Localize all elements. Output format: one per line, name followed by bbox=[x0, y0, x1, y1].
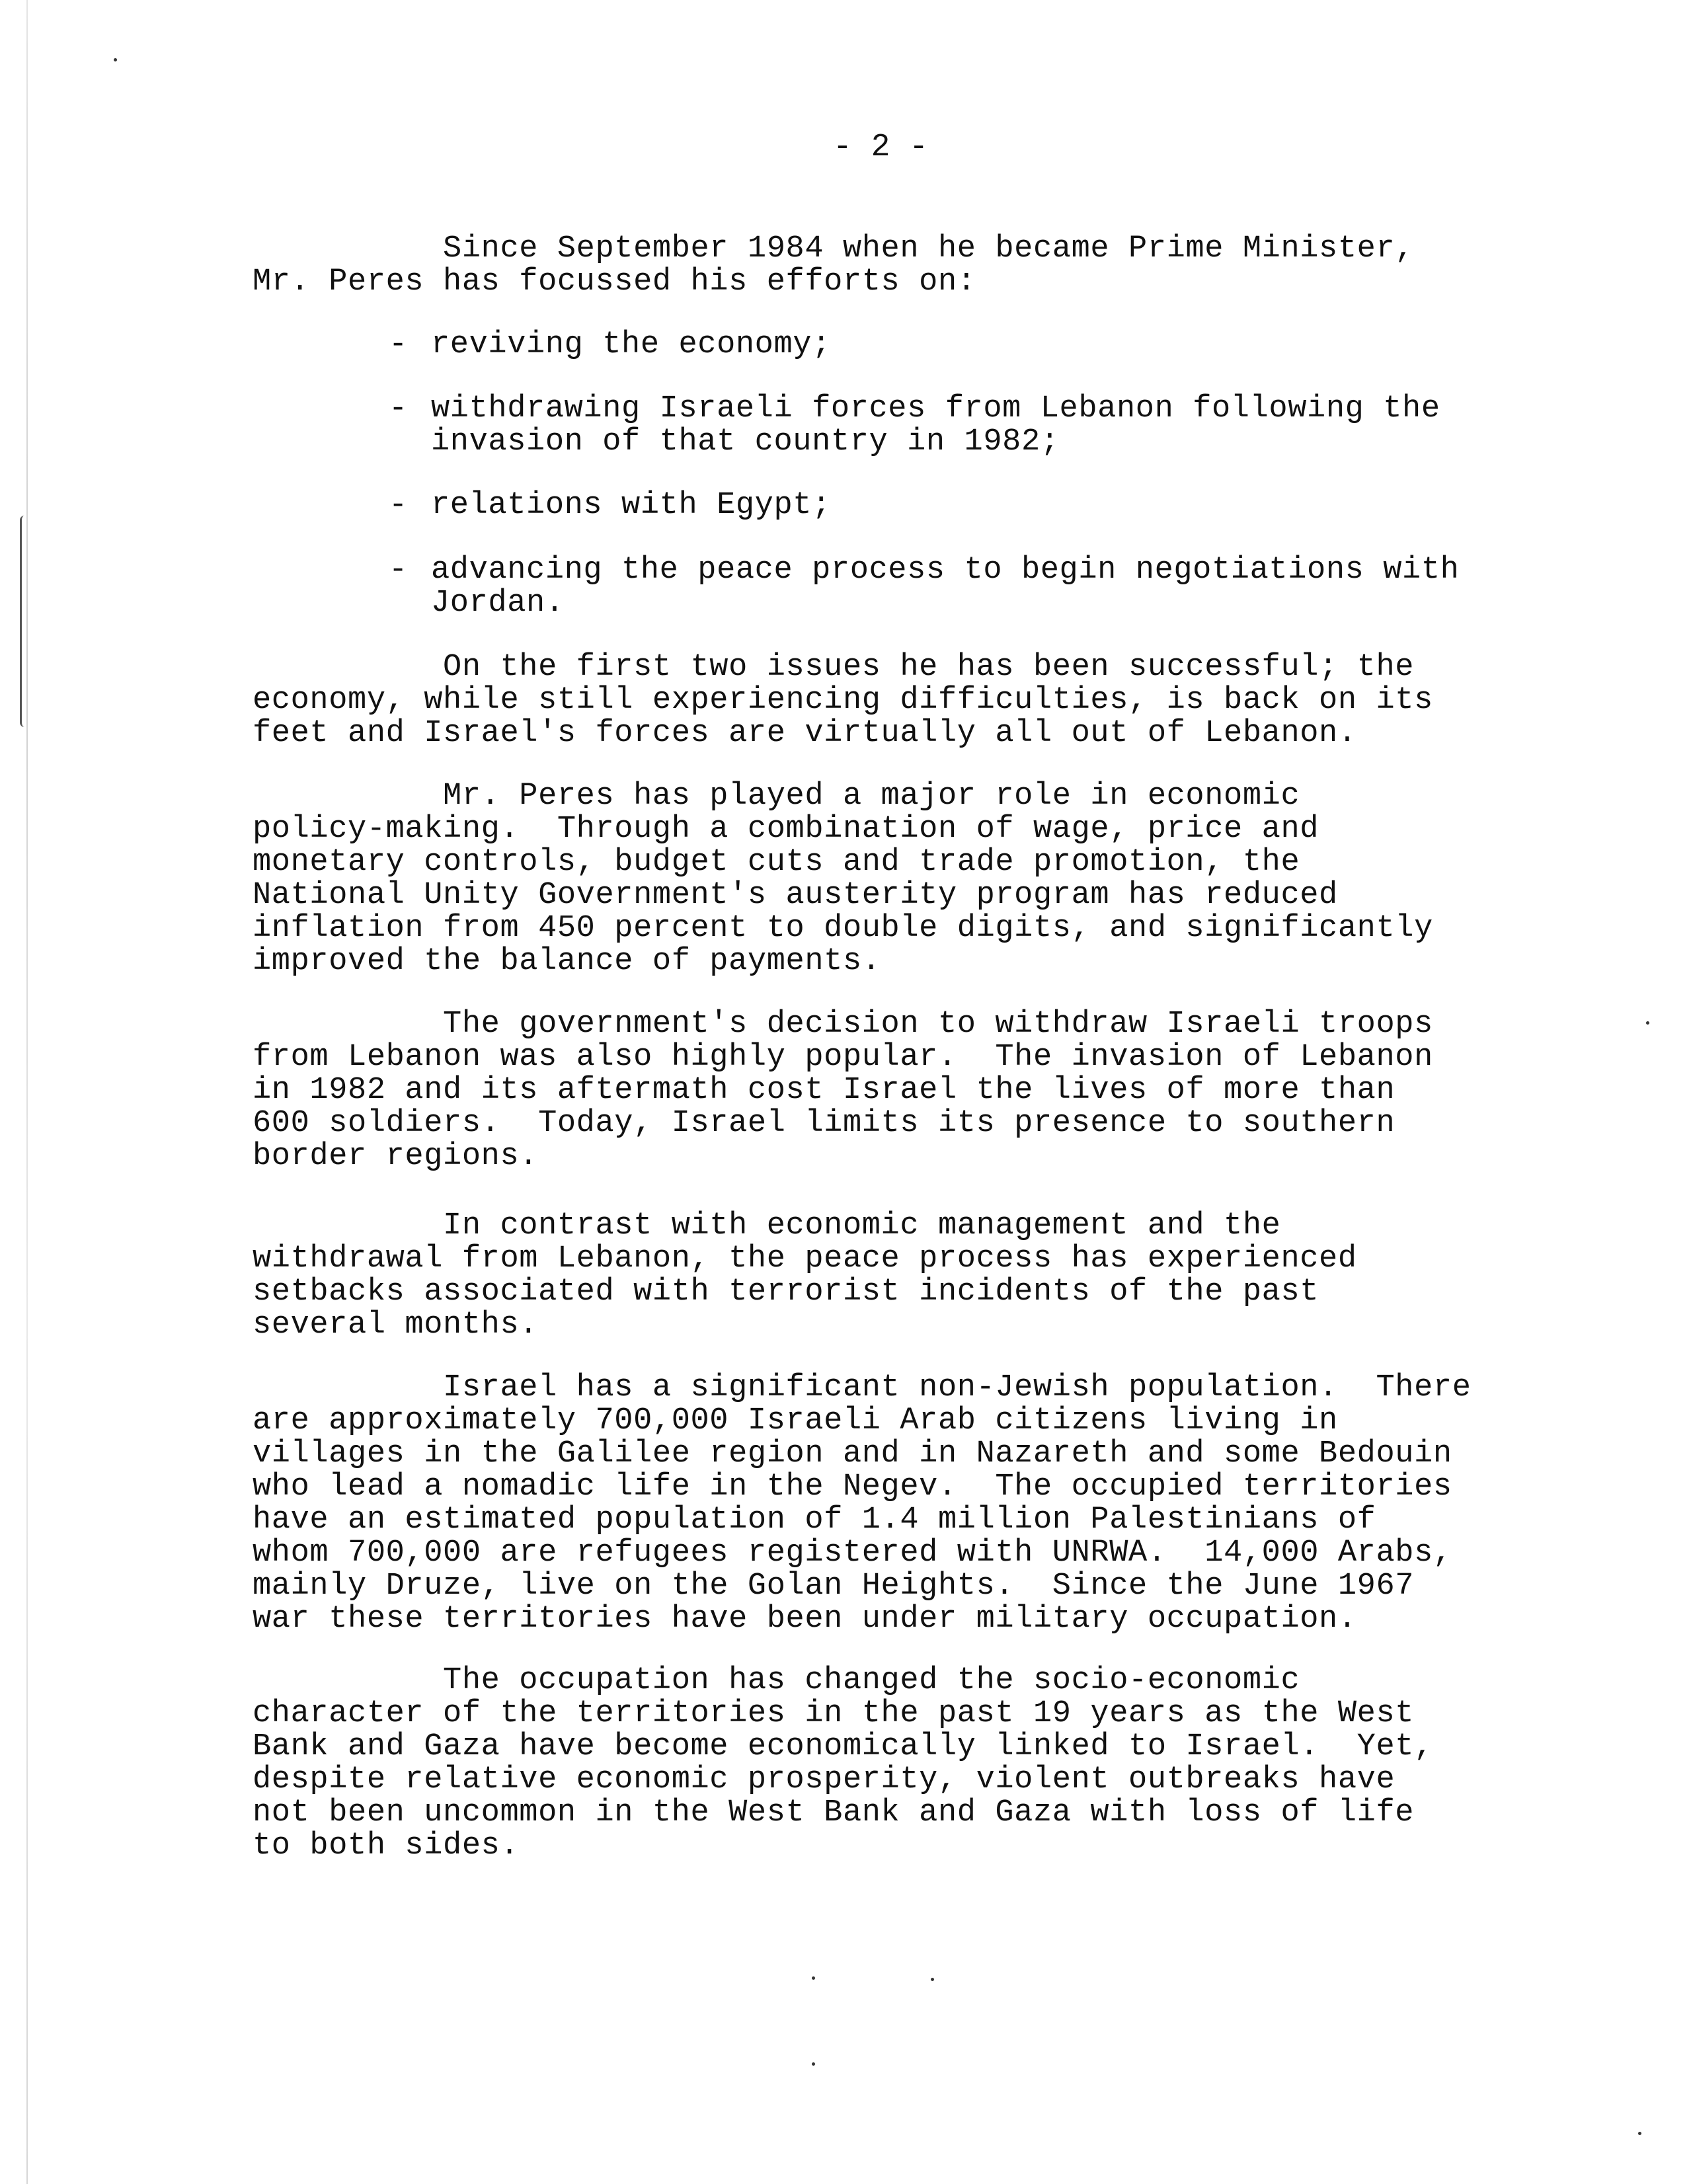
text-line: inflation from 450 percent to double digits, and significantly bbox=[253, 911, 1433, 946]
text-line: 600 soldiers. Today, Israel limits its presence to southern bbox=[253, 1106, 1396, 1141]
text-line: character of the territories in the past 19 years as the West bbox=[253, 1696, 1415, 1731]
bullet-dash: - bbox=[389, 327, 408, 362]
text-line: monetary controls, budget cuts and trade promotion, the bbox=[253, 845, 1300, 880]
text-line: whom 700,000 are refugees registered with UNRWA. 14,000 Arabs, bbox=[253, 1536, 1452, 1571]
body-paragraph bbox=[253, 651, 1548, 750]
body-paragraph bbox=[253, 1008, 1548, 1173]
text-line: economy, while still experiencing difficulties, is back on its bbox=[253, 683, 1433, 718]
scan-speck bbox=[812, 1976, 815, 1980]
bullet-item bbox=[389, 329, 1552, 362]
bullet-text: Jordan. bbox=[431, 586, 565, 621]
text-line: border regions. bbox=[253, 1139, 539, 1174]
text-line: have an estimated population of 1.4 million Palestinians of bbox=[253, 1502, 1376, 1538]
text-line: who lead a nomadic life in the Negev. The occupied territories bbox=[253, 1469, 1452, 1504]
bullet-item bbox=[389, 489, 1552, 522]
text-line: in 1982 and its aftermath cost Israel the lives of more than bbox=[253, 1073, 1396, 1108]
body-paragraph bbox=[253, 780, 1548, 978]
scan-speck bbox=[114, 58, 117, 61]
text-line: withdrawal from Lebanon, the peace process has experienced bbox=[253, 1241, 1357, 1276]
text-line: Mr. Peres has played a major role in economic bbox=[253, 779, 1300, 814]
text-line: On the first two issues he has been successful; the bbox=[253, 650, 1415, 685]
scan-speck bbox=[812, 2062, 815, 2066]
bullet-dash: - bbox=[389, 391, 408, 426]
text-line: villages in the Galilee region and in Nazareth and some Bedouin bbox=[253, 1436, 1452, 1471]
text-line: from Lebanon was also highly popular. The invasion of Lebanon bbox=[253, 1040, 1433, 1075]
text-line: Israel has a significant non-Jewish population. There bbox=[253, 1370, 1472, 1405]
text-line: The government's decision to withdraw Israeli troops bbox=[253, 1007, 1433, 1042]
text-line: feet and Israel's forces are virtually all out of Lebanon. bbox=[253, 716, 1357, 751]
text-line: improved the balance of payments. bbox=[253, 944, 881, 979]
text-line: Bank and Gaza have become economically linked to Israel. Yet, bbox=[253, 1729, 1433, 1764]
scan-speck bbox=[1646, 1021, 1649, 1025]
text-line: several months. bbox=[253, 1307, 539, 1343]
bullet-text: invasion of that country in 1982; bbox=[431, 424, 1060, 459]
text-line: war these territories have been under military occupation. bbox=[253, 1602, 1357, 1637]
scan-edge bbox=[26, 0, 28, 2184]
text-line: despite relative economic prosperity, violent outbreaks have bbox=[253, 1762, 1396, 1797]
body-paragraph bbox=[253, 1372, 1548, 1636]
scan-speck bbox=[1638, 2132, 1641, 2135]
text-line: not been uncommon in the West Bank and Gaza with loss of life bbox=[253, 1795, 1415, 1830]
text-line: National Unity Government's austerity program has reduced bbox=[253, 878, 1338, 913]
bullet-dash: - bbox=[389, 488, 408, 523]
bullet-text: reviving the economy; bbox=[431, 327, 831, 362]
page-number: - 2 - bbox=[833, 130, 929, 165]
bullet-text: withdrawing Israeli forces from Lebanon following the bbox=[431, 391, 1440, 426]
scan-margin-mark bbox=[20, 516, 24, 727]
bullet-text: relations with Egypt; bbox=[431, 488, 831, 523]
bullet-item bbox=[389, 393, 1552, 459]
text-line: In contrast with economic management and the bbox=[253, 1208, 1281, 1243]
body-paragraph bbox=[253, 1664, 1548, 1863]
bullet-item bbox=[389, 554, 1552, 620]
bullet-text: advancing the peace process to begin negotiations with bbox=[431, 553, 1460, 588]
text-line: mainly Druze, live on the Golan Heights. Since the June 1967 bbox=[253, 1569, 1415, 1604]
body-paragraph bbox=[253, 1210, 1548, 1342]
text-line: Mr. Peres has focussed his efforts on: bbox=[253, 264, 976, 299]
bullet-dash: - bbox=[389, 553, 408, 588]
text-line: setbacks associated with terrorist incidents of the past bbox=[253, 1274, 1319, 1309]
text-line: The occupation has changed the socio-economic bbox=[253, 1663, 1300, 1698]
text-line: policy-making. Through a combination of wage, price and bbox=[253, 812, 1319, 847]
scan-speck bbox=[931, 1978, 934, 1981]
text-line: are approximately 700,000 Israeli Arab citizens living in bbox=[253, 1403, 1338, 1438]
text-line: Since September 1984 when he became Prime Minister, bbox=[253, 231, 1415, 266]
intro-paragraph bbox=[253, 233, 1548, 299]
text-line: to both sides. bbox=[253, 1828, 520, 1863]
